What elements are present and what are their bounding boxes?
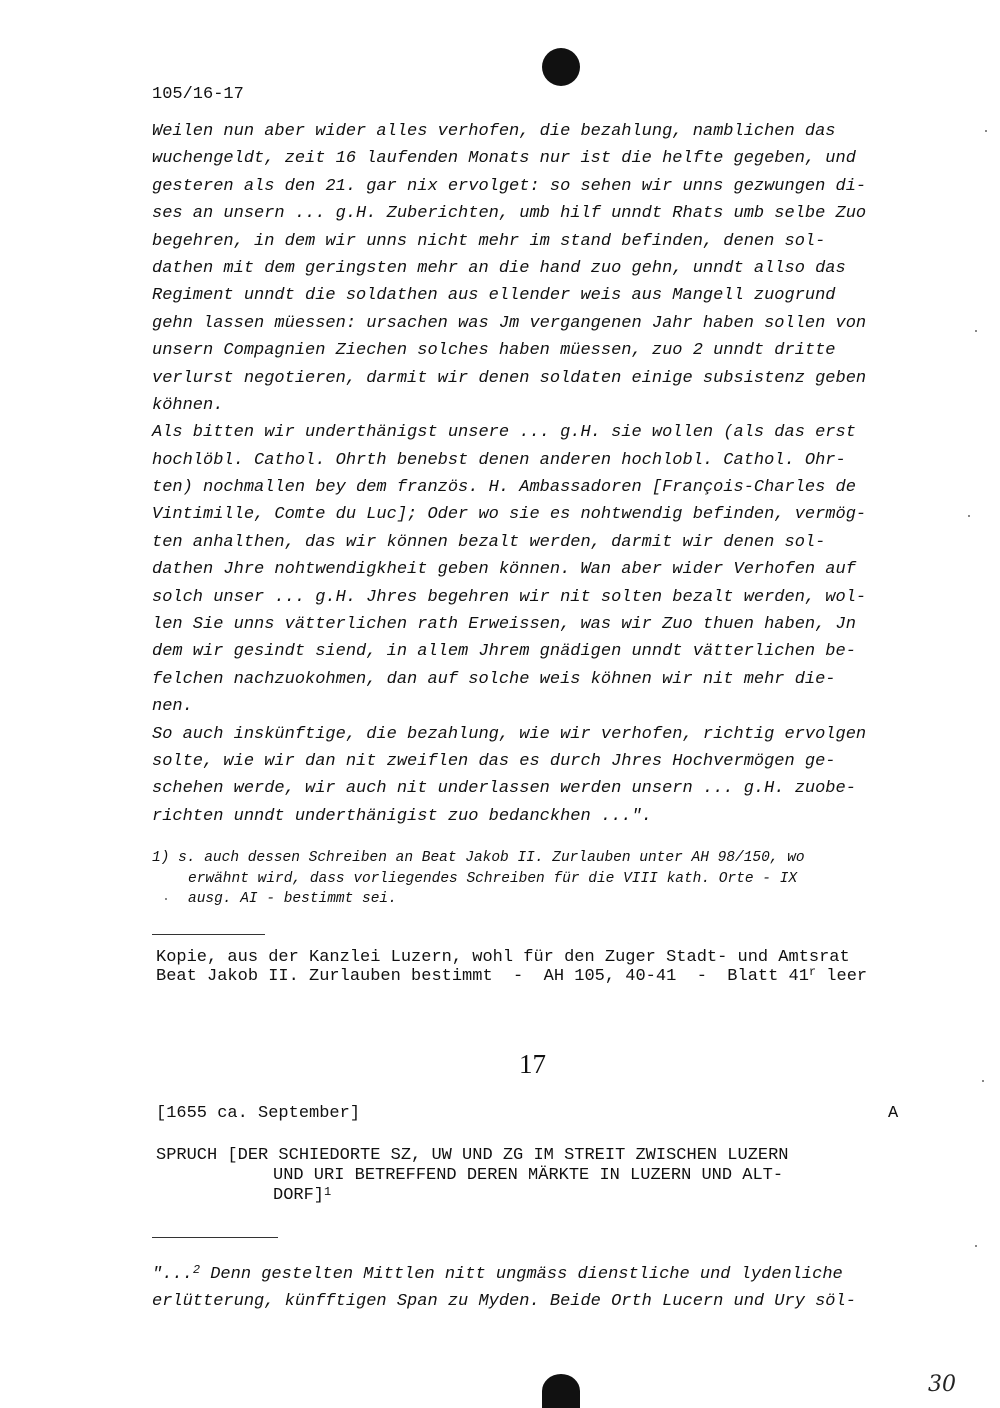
letter-line: richten unndt underthänigist zuo bedanckhen ...". bbox=[152, 806, 652, 826]
spruch-text bbox=[152, 1261, 922, 1316]
scan-speck bbox=[975, 1245, 977, 1247]
scan-speck bbox=[982, 1080, 984, 1082]
scan-speck bbox=[968, 515, 970, 517]
footnote bbox=[152, 848, 805, 910]
letter-line: solte, wie wir dan nit zweiflen das es durch Jhres Hochvermögen ge- bbox=[152, 751, 836, 771]
letter-line: solch unser ... g.H. Jhres begehren wir nit solten bezalt werden, wol- bbox=[152, 587, 867, 607]
source-line-2: Beat Jakob II. Zurlauben bestimmt - AH 105, 40-41 - Blatt 41$^r$ leer bbox=[156, 965, 868, 986]
scan-speck bbox=[165, 898, 167, 900]
letter-line: So auch inskünftige, die bezahlung, wie wir verhofen, richtig ervolgen bbox=[152, 724, 867, 744]
letter-line: Vintimille, Comte du Luc]; Oder wo sie es nohtwendig befinden, vermög- bbox=[152, 505, 867, 525]
document-number: 17 bbox=[519, 1049, 546, 1079]
title-line-1: SPRUCH [DER SCHIEDORTE SZ, UW UND ZG IM STREIT ZWISCHEN LUZERN bbox=[156, 1146, 789, 1165]
letter-line: ses an unsern ... g.H. Zuberichten, umb hilf unndt Rhats umb selbe Zuo bbox=[152, 204, 867, 224]
letter-line: dathen mit dem geringsten mehr an die hand zuo gehn, unndt allso das bbox=[152, 258, 846, 278]
scan-speck bbox=[985, 130, 987, 132]
spruch-line-2: erlütterung, künfftigen Span zu Myden. Beide Orth Lucern und Ury söl- bbox=[152, 1292, 856, 1312]
divider-line bbox=[152, 934, 265, 935]
document-title bbox=[156, 1146, 789, 1206]
letter-text bbox=[152, 118, 922, 830]
title-line-3: DORF]$^1$ bbox=[273, 1185, 332, 1205]
footnote-marker: 1) bbox=[152, 850, 170, 866]
letter-line: Weilen nun aber wider alles verhofen, die bezahlung, namblichen das bbox=[152, 122, 836, 141]
letter-line: Als bitten wir underthänigst unsere ... g.H. sie wollen (als das erst bbox=[152, 423, 856, 443]
footnote-line-1: 1) s. auch dessen Schreiben an Beat Jakob II. Zurlauben unter AH 98/150, wo bbox=[152, 850, 805, 866]
footnote-line-2: erwähnt wird, dass vorliegendes Schreiben für die VIII kath. Orte - IX bbox=[188, 870, 798, 887]
letter-line: verlurst negotieren, darmit wir denen soldaten einige subsistenz geben bbox=[152, 368, 867, 388]
letter-line: hochlöbl. Cathol. Ohrth benebst denen anderen hochlobl. Cathol. Ohr- bbox=[152, 450, 846, 470]
title-line-2: UND URI BETREFFEND DEREN MÄRKTE IN LUZERN UND ALT- bbox=[273, 1166, 784, 1185]
letter-line: ten) nochmallen bey dem französ. H. Ambassadoren [François-Charles de bbox=[152, 478, 856, 498]
spruch-line-1: "...$^2$ Denn gestelten Mittlen nitt ungmäss dienstliche und lydenliche bbox=[152, 1263, 843, 1284]
divider-line bbox=[152, 1237, 278, 1238]
letter-line: felchen nachzuokohmen, dan auf solche weis köhnen wir nit mehr die- bbox=[152, 669, 836, 689]
letter-line: dathen Jhre nohtwendigkheit geben können. Wan aber wider Verhofen auf bbox=[152, 560, 856, 580]
letter-line: gehn lassen müessen: ursachen was Jm vergangenen Jahr haben sollen von bbox=[152, 313, 867, 333]
archive-mark: 30 bbox=[928, 1372, 956, 1397]
letter-line: ten anhalthen, das wir können bezalt werden, darmit wir denen sol- bbox=[152, 532, 826, 552]
letter-line: Regiment unndt die soldathen aus ellender weis aus Mangell zuogrund bbox=[152, 286, 836, 306]
source-note bbox=[156, 948, 867, 986]
punch-hole-top bbox=[542, 48, 580, 86]
document-date: [1655 ca. September] bbox=[156, 1104, 361, 1123]
letter-line: begehren, in dem wir unns nicht mehr im stand befinden, denen sol- bbox=[152, 231, 826, 251]
page-number: 105/16-17 bbox=[152, 85, 244, 104]
letter-line: wuchengeldt, zeit 16 laufenden Monats nur ist die helfte gegeben, und bbox=[152, 149, 856, 169]
letter-line: köhnen. bbox=[152, 395, 224, 415]
letter-line: schehen werde, wir auch nit underlassen werden unsern ... g.H. zuobe- bbox=[152, 779, 856, 799]
letter-line: dem wir gesindt siend, in allem Jhrem gnädigen unndt vätterlichen be- bbox=[152, 642, 856, 662]
scan-speck bbox=[975, 330, 977, 332]
letter-line: unsern Compagnien Ziechen solches haben müessen, zuo 2 unndt dritte bbox=[152, 341, 836, 361]
punch-hole-bottom bbox=[542, 1374, 580, 1408]
source-line-1: Kopie, aus der Kanzlei Luzern, wohl für den Zuger Stadt- und Amtsrat bbox=[156, 948, 850, 967]
letter-line: len Sie unns vätterlichen rath Erweissen, was wir Zuo thuen haben, Jn bbox=[152, 615, 856, 635]
letter-line: gesteren als den 21. gar nix ervolget: so sehen wir unns gezwungen di- bbox=[152, 176, 867, 196]
document-code: A bbox=[888, 1104, 899, 1123]
footnote-line-3: ausg. AI - bestimmt sei. bbox=[188, 891, 397, 907]
letter-line: nen. bbox=[152, 697, 193, 717]
